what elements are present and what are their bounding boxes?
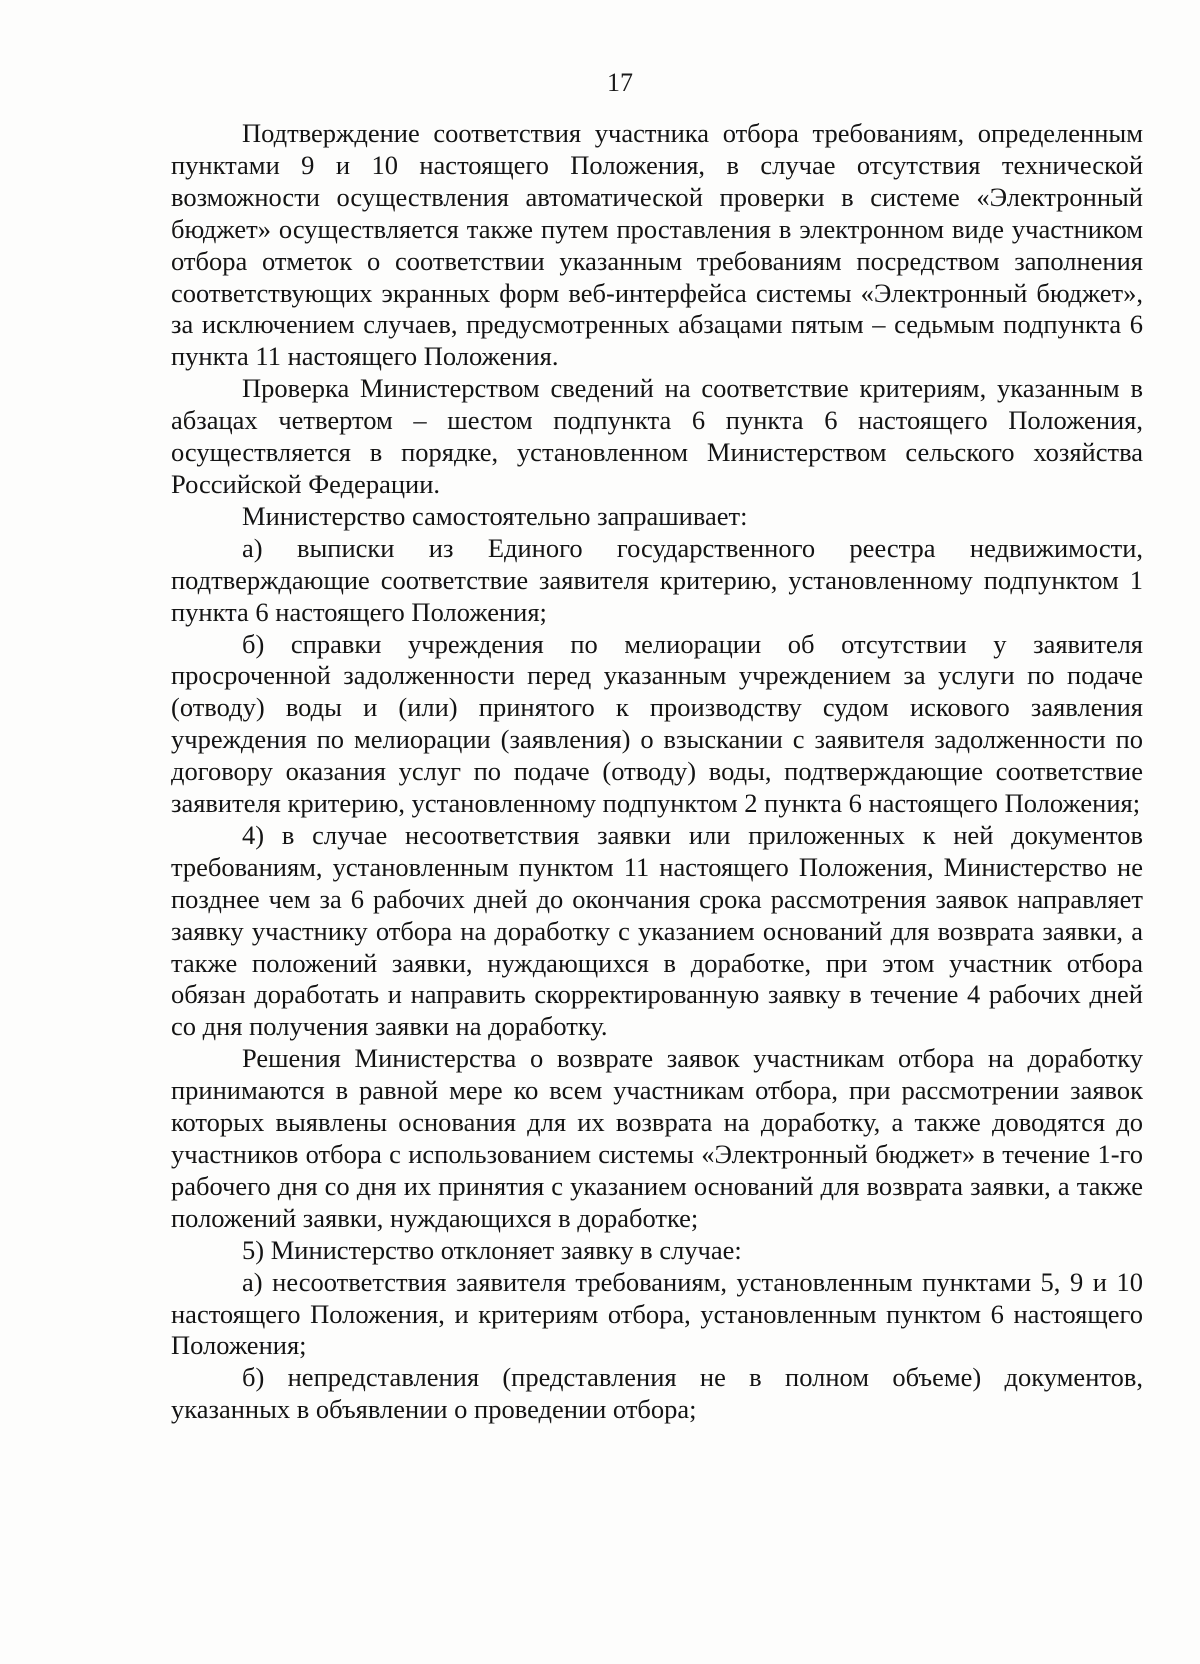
paragraph-item-b-melioration-certificates: б) справки учреждения по мелиорации об отсутствии у заявителя просроченной задолженности перед указанным учреждением за услуги по подаче (отводу) воды и (или) принятого к производству судом искового заявления учреждения по мелиорации (заявления) о взыскании с заявителя задолженности по договору оказания услуг по подаче (отводу) воды, подтверждающие соответствие заявителя критерию, установленному подпунктом 2 пункта 6 настоящего Положения; (171, 628, 1143, 819)
paragraph-item-5-rejection: 5) Министерство отклоняет заявку в случае: (242, 1234, 742, 1265)
paragraph-return-decisions: Решения Министерства о возврате заявок участникам отбора на доработку принимаются в равной мере ко всем участникам отбора, при рассмотрении заявок которых выявлены основания для их возврата на доработку, а также доводятся до участников отбора с использованием системы «Электронный бюджет» в течение 1-го рабочего дня со дня их принятия с указанием оснований для возврата заявки, а также положений заявки, нуждающихся в доработке; (171, 1043, 1143, 1233)
paragraph-rejection-item-a: а) несоответствия заявителя требованиям, установленным пунктами 5, 9 и 10 настоящего Положения, и критериям отбора, установленным пунктом 6 настоящего Положения; (171, 1266, 1143, 1361)
paragraph-item-a-real-estate-extracts: а) выписки из Единого государственного реестра недвижимости, подтверждающие соответствие заявителя критерию, установленному подпунктом 1 пункта 6 настоящего Положения; (171, 532, 1143, 627)
paragraph-rejection-item-b: б) непредставления (представления не в полном объеме) документов, указанных в объявлении о проведении отбора; (171, 1362, 1143, 1425)
paragraph-criteria-verification: Проверка Министерством сведений на соответствие критериям, указанным в абзацах четвертом – шестом подпункта 6 пункта 6 настоящего Положения, осуществляется в порядке, установленном Министерством сельского хозяйства Российской Федерации. (171, 373, 1143, 499)
document-body (171, 118, 1143, 1426)
paragraph-confirmation-of-compliance: Подтверждение соответствия участника отбора требованиям, определенным пунктами 9 и 10 настоящего Положения, в случае отсутствия технической возможности осуществления автоматической проверки в системе «Электронный бюджет» осуществляется также путем проставления в электронном виде участником отбора отметок о соответствии указанным требованиям посредством заполнения соответствующих экранных форм веб-интерфейса системы «Электронный бюджет», за исключением случаев, предусмотренных абзацами пятым – седьмым подпункта 6 пункта 11 настоящего Положения. (171, 118, 1143, 372)
page-number: 17 (607, 68, 633, 97)
paragraph-ministry-requests: Министерство самостоятельно запрашивает: (242, 500, 748, 531)
paragraph-item-4-application-return: 4) в случае несоответствия заявки или приложенных к ней документов требованиям, установленным пунктом 11 настоящего Положения, Министерство не позднее чем за 6 рабочих дней до окончания срока рассмотрения заявок направляет заявку участнику отбора на доработку с указанием оснований для возврата заявки, а также положений заявки, нуждающихся в доработке, при этом участник отбора обязан доработать и направить скорректированную заявку в течение 4 рабочих дней со дня получения заявки на доработку. (171, 819, 1143, 1042)
